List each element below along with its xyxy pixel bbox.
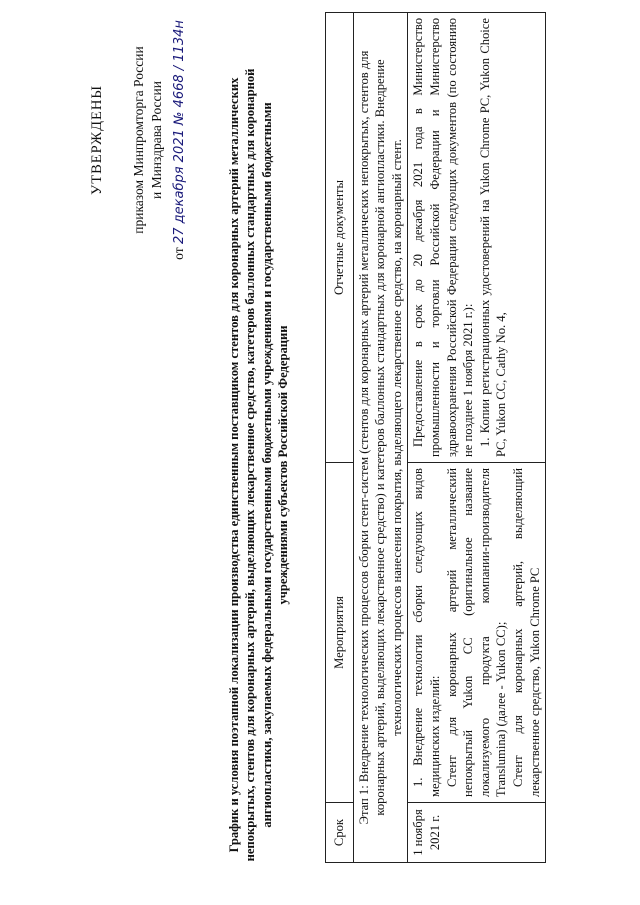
approval-date-prefix: от bbox=[171, 247, 186, 260]
row-measures bbox=[408, 463, 546, 803]
header-documents: Отчетные документы bbox=[326, 13, 354, 463]
approval-heading: УТВЕРЖДЕНЫ bbox=[89, 84, 105, 196]
measures-item-yukon-cc: Стент для коронарных артерий металлический непокрытый Yukon CC (оригинальное название локализуемого продукта компании-производителя Translumina) (далее - Yukon CC); bbox=[444, 468, 509, 797]
header-term: Срок bbox=[326, 803, 354, 863]
approval-block bbox=[88, 5, 189, 275]
stage-1-description: Этап 1: Внедрение технологических процессов сборки стент-систем (стентов для коронарных артерий металлических непокрытых, стентов для коронарных артерий, выделяющих лекарственное средство) и катетеров баллонных стандартных для коронарной ангиопластики. Внедрение технологических процессов нанесения покрытия, выделяющего лекарственное средство, на коронарный стент. bbox=[353, 13, 408, 863]
measures-item-yukon-chrome: Стент для коронарных артерий, выделяющий лекарственное средство, Yukon Chrome PC bbox=[511, 468, 542, 797]
approval-line-ministry: и Минздрава России bbox=[148, 81, 164, 200]
documents-item-1: Предоставление в срок до 20 декабря 2021 года в Министерство промышленности и торговли Российской Федерации и Министерство здравоохранения Российской Федерации следующих документов (по состоянию не позднее 1 ноября 2021 г.): bbox=[411, 18, 476, 457]
header-measures: Мероприятия bbox=[326, 463, 354, 803]
row-documents bbox=[408, 13, 546, 463]
stage-row bbox=[353, 13, 408, 863]
row-term: 1 ноября 2021 г. bbox=[408, 803, 546, 863]
approval-line-order: приказом Минпромторга России bbox=[130, 46, 146, 234]
table-row bbox=[408, 13, 546, 863]
documents-item-2: 1. Копии регистрационных удостоверений на Yukon Chrome PC, Yukon Choice PC, Yukon CC, Cathy No. 4, bbox=[477, 18, 509, 457]
measures-item-1: 1. Внедрение технологии сборки следующих видов медицинских изделий: bbox=[411, 468, 443, 797]
handwritten-date-number: 27 декабря 2021 № 4668 / 1134н bbox=[172, 20, 187, 245]
schedule-table bbox=[325, 12, 546, 863]
document-title: График и условия поэтапной локализации производства единственным поставщиком стентов для коронарных артерий металлических непокрытых, стентов для коронарных артерий, выделяющих лекарственное средство, катетеров баллонных стандартных для коронарной ангиопластики, закупаемых федеральными государственными бюджетными учреждениями и государственными бюджетными учреждениями субъектов Российской Федерации bbox=[227, 68, 291, 862]
approval-date-line bbox=[170, 5, 189, 275]
table-header-row bbox=[326, 13, 354, 863]
